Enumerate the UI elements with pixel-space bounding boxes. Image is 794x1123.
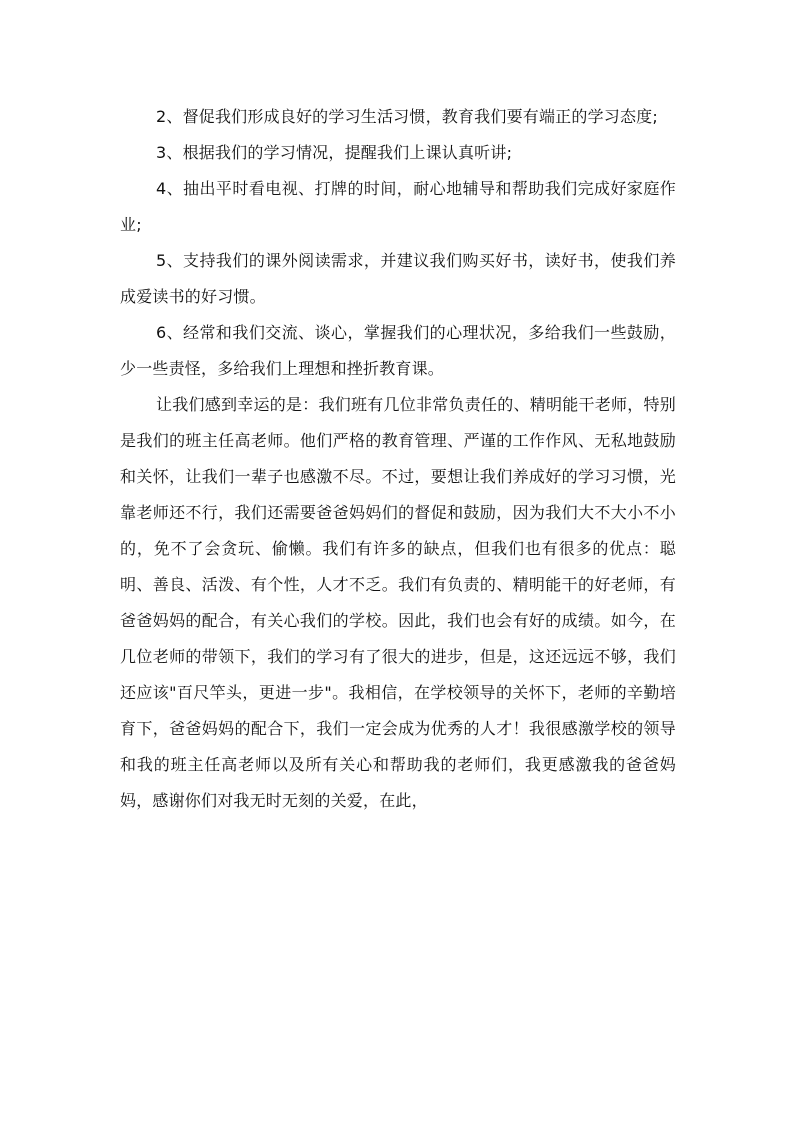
paragraph-item-4: 4、抽出平时看电视、打牌的时间，耐心地辅导和帮助我们完成好家庭作业;: [120, 179, 676, 234]
paragraph-item-3: 3、根据我们的学习情况，提醒我们上课认真听讲;: [156, 143, 513, 162]
paragraph-item-5: 5、支持我们的课外阅读需求，并建议我们购买好书，读好书，使我们养成爱读书的好习惯。: [120, 251, 676, 306]
paragraph-main: 让我们感到幸运的是：我们班有几位非常负责任的、精明能干老师，特别是我们的班主任高老师。他们严格的教育管理、严谨的工作作风、无私地鼓励和关怀，让我们一辈子也感激不尽。不过，要想让我们养成好的学习习惯，光靠老师还不行，我们还需要爸爸妈妈们的督促和鼓励，因为我们大不大小不小的，免不了会贪玩、偷懒。我们有许多的缺点，但我们也有很多的优点：聪明、善良、活泼、有个性，人才不乏。我们有负责的、精明能干的好老师，有爸爸妈妈的配合，有关心我们的学校。因此，我们也会有好的成绩。如今，在几位老师的带领下，我们的学习有了很大的进步，但是，这还远远不够，我们还应该"百尺竿头，更进一步"。我相信，在学校领导的关怀下，老师的辛勤培育下，爸爸妈妈的配合下，我们一定会成为优秀的人才！我很感激学校的领导和我的班主任高老师以及所有关心和帮助我的老师们，我更感激我的爸爸妈妈，感谢你们对我无时无刻的关爱，在此，: [120, 395, 676, 810]
document-body: [120, 99, 676, 819]
paragraph-item-2: 2、督促我们形成良好的学习生活习惯，教育我们要有端正的学习态度;: [156, 107, 658, 126]
paragraph-item-6: 6、经常和我们交流、谈心，掌握我们的心理状况，多给我们一些鼓励，少一些责怪，多给我们上理想和挫折教育课。: [120, 323, 676, 378]
